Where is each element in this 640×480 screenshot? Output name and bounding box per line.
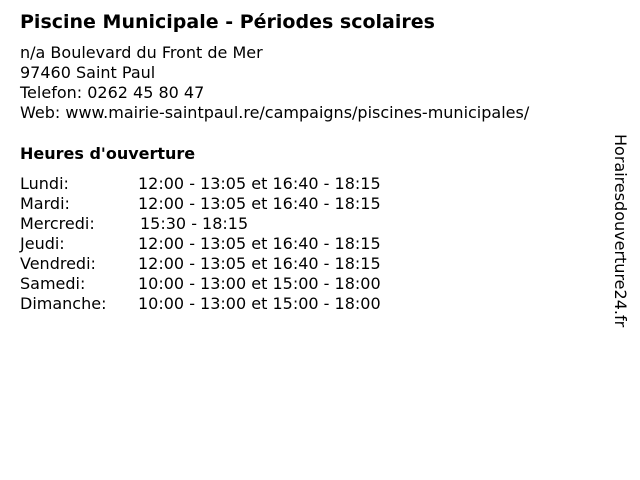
phone-number: Telefon: 0262 45 80 47: [20, 83, 205, 102]
time-value: 10:00 - 13:00 et 15:00 - 18:00: [138, 274, 381, 293]
watermark: [608, 134, 632, 344]
hours-row-mercredi: [20, 214, 440, 234]
time-value: 12:00 - 13:05 et 16:40 - 18:15: [138, 194, 381, 213]
day-label: Samedi:: [20, 274, 86, 293]
time-value: 12:00 - 13:05 et 16:40 - 18:15: [138, 254, 381, 273]
day-label: Mardi:: [20, 194, 70, 213]
hours-row-samedi: [20, 274, 440, 294]
time-value: 10:00 - 13:00 et 15:00 - 18:00: [138, 294, 381, 313]
day-label: Jeudi:: [20, 234, 65, 253]
time-value: 15:30 - 18:15: [140, 214, 249, 233]
hours-row-vendredi: [20, 254, 440, 274]
time-value: 12:00 - 13:05 et 16:40 - 18:15: [138, 174, 381, 193]
hours-row-mardi: [20, 194, 440, 214]
address-street: n/a Boulevard du Front de Mer: [20, 43, 263, 62]
hours-row-jeudi: [20, 234, 440, 254]
day-label: Mercredi:: [20, 214, 95, 233]
hours-table: [20, 174, 440, 314]
time-value: 12:00 - 13:05 et 16:40 - 18:15: [138, 234, 381, 253]
page-title: Piscine Municipale - Périodes scolaires: [20, 11, 435, 33]
day-label: Dimanche:: [20, 294, 107, 313]
day-label: Lundi:: [20, 174, 69, 193]
hours-row-dimanche: [20, 294, 440, 314]
day-label: Vendredi:: [20, 254, 96, 273]
hours-row-lundi: [20, 174, 440, 194]
address-block: [20, 43, 529, 123]
watermark-text: Horairesdouverture24.fr: [611, 134, 630, 328]
address-city: 97460 Saint Paul: [20, 63, 156, 82]
hours-heading: Heures d'ouverture: [20, 144, 196, 163]
website-link[interactable]: Web: www.mairie-saintpaul.re/campaigns/piscines-municipales/: [20, 103, 530, 122]
